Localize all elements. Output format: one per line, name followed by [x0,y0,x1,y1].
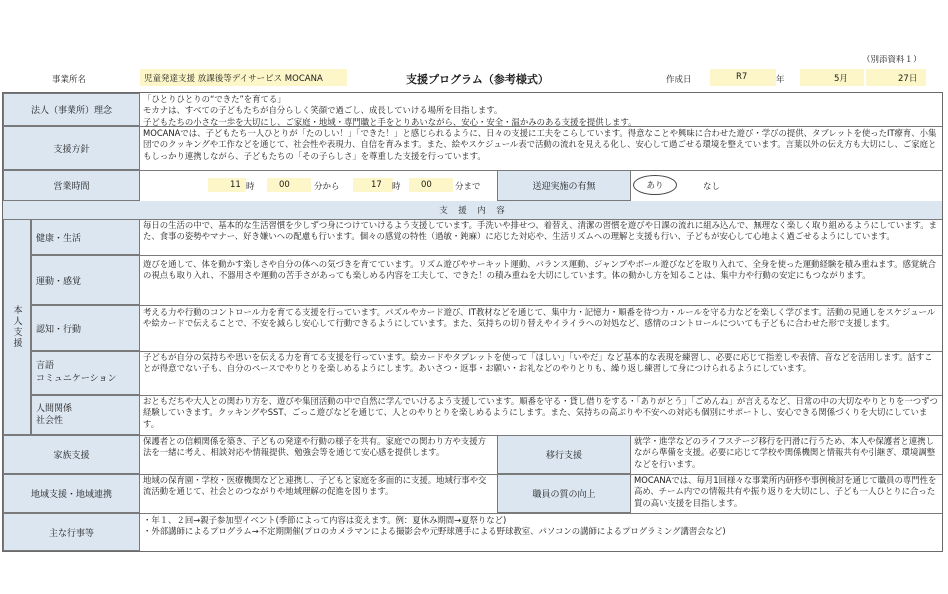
from-text: 分から [314,182,340,192]
personal-support-label: 本人支援 [3,219,31,435]
motor-sensory-label: 運動・感覚 [31,255,140,305]
health-life-label: 健康・生活 [31,219,140,255]
philosophy-label: 法人（事業所）理念 [3,93,140,126]
community-support-label: 地域支援・地域連携 [3,474,140,513]
transition-support-text: 就学・進学などのライフステージ移行を円滑に行うため、本人や保護者と連携しながら準備を支援。必要に応じて学校や関係機関と情報共有や引継ぎ、環境調整などを行います。 [634,436,936,469]
cognition-behavior-text: 考える力や行動のコントロール力を育てる支援を行っています。パズルやカード遊び、IT教材などを通じて、集中力・記憶力・順番を待つ力・ルールを守る力などを楽しく学びます。活動の見通しをスケジュールや絵カードで伝えることで、不安を減らし安心して行動できるようにしています。また、気持ちの切り替えやイライラへの対処など、感情のコントロールについても子どもに合わせた形で支援します。 [143,307,936,329]
office-name: 児童発達支援 放課後等デイサービス MOCANA [140,69,347,86]
date-label: 作成日 [666,75,692,85]
start-hour: 11 [208,178,246,192]
family-support-text: 保護者との信頼関係を築き、子どもの発達や行動の様子を共有。家庭での関わり方や支援方法を一緒に考え、相談対応や情報提供、勉強会等を通じて安心感を提供します。 [143,436,487,458]
philosophy-text: 「ひとりひとりの“できた”を育てる」 モカナは、すべての子どもたちが自分らしく笑顔で過ごし、成長していける場所を目指します。 子どもたちの小さな一歩を大切にし、ご家庭・地域・専門職と手をとりあいながら、安心・安全・温かみのある支援を提供します。 [143,94,637,126]
policy-label: 支援方針 [3,126,140,170]
end-hour: 17 [353,178,393,192]
social-relations-label: 人間関係 社会性 [31,395,140,435]
date-month: 5月 [800,69,864,86]
date-day: 27日 [866,69,926,86]
policy-text: MOCANAでは、子どもたち一人ひとりが「たのしい！」「できた！」と感じられるように、日々の支援に工夫をこらしています。得意なことや興味に合わせた遊び・学びの提供、タブレットを使ったIT療育、小集団でのクッキングや工作などを通じて、社会性や表現力、自信を育みます。また、絵やスケジュール表で活動の流れを見える化し、安心して過ごせる環境を整えています。言葉以外の伝え方も大切にし、ご家庭ともしっかり連携しながら、子どもたちの「その子らしさ」を尊重した支援を行っています。 [143,128,937,161]
transport-option-no[interactable]: なし [703,182,721,192]
events-label: 主な行事等 [3,513,140,551]
start-minute: 00 [267,178,311,192]
support-program-form [2,92,943,552]
until-text: 分まで [455,182,481,192]
end-minute: 00 [409,178,453,192]
staff-quality-label: 職員の質の向上 [497,474,631,513]
transport-option-yes[interactable]: あり [633,175,677,195]
family-support-label: 家族支援 [3,435,140,474]
social-relations-text: おともだちや大人との関わり方を、遊びや集団活動の中で自然に学んでいけるよう支援しています。順番を守る・貸し借りをする・「ありがとう」「ごめんね」が言えるなど、日常の中の大切なやりとりを一つずつ経験していきます。クッキングやSST、ごっこ遊びなどを通じて、人とのやりとりを楽しめるようにします。また、気持ちの高ぶりや不安への対応も個別にサポートし、安心できる関係づくりを大切にしています。 [143,396,938,429]
support-content-header: 支 援 内 容 [3,201,942,219]
start-hour-unit: 時 [246,182,255,192]
transition-support-label: 移行支援 [497,435,631,474]
communication-label: 言語 コミュニケーション [31,351,140,395]
office-label: 事業所名 [52,75,87,85]
events-text: ・年１、２回→親子参加型イベント(季節によって内容は変えます。例：夏休み期間→夏祭りなど) ・外部講師によるプログラム→不定期開催(プロのカメラマンによる撮影会や元野球選手による野球教室、パソコンの講師によるプログラミング講習会など) [143,515,726,537]
date-era: R7 [710,69,776,86]
annex-note: （別添資料１） [862,55,922,65]
cognition-behavior-label: 認知・行動 [31,305,140,351]
transport-label: 送迎実施の有無 [497,170,631,201]
date-year-unit: 年 [776,75,785,85]
hours-label: 営業時間 [3,170,140,201]
end-hour-unit: 時 [392,182,401,192]
motor-sensory-text: 遊びを通して、体を動かす楽しさや自分の体への気づきを育てています。リズム遊びやサーキット運動、バランス運動、ジャンプやボール遊びなどを取り入れて、全身を使った運動経験を積み重ねます。感覚統合の視点も取り入れ、不器用さや運動の苦手さがあっても楽しめる内容を工夫して、できた！の積み重ねを大切にしています。体の動かし方を知ることは、集中力や行動の安定にもつながります。 [143,259,937,281]
health-life-text: 毎日の生活の中で、基本的な生活習慣を少しずつ身につけていけるよう支援しています。手洗いや排せつ、着替え、清潔の習慣を遊びや日課の流れに組み込んで、無理なく楽しく取り組めるようにしています。また、食事の姿勢やマナー、好き嫌いへの配慮も行います。個々の感覚の特性（過敏・鈍麻）に応じた対応や、生活リズムへの理解と支援も行い、子どもが安心して心地よく過ごせるようにしています。 [143,220,937,242]
community-support-text: 地域の保育園・学校・医療機関などと連携し、子どもと家庭を多面的に支援。地域行事や交流活動を通じて、社会とのつながりや地域理解の促進を図ります。 [143,475,487,497]
page-title: 支援プログラム（参考様式） [406,73,549,86]
staff-quality-text: MOCANAでは、毎月1回様々な事業所内研修や事例検討を通じて職員の専門性を高め、チーム内での情報共有や振り返りを大切にし、子ども一人ひとりに合った質の高い支援を目指します。 [634,475,937,508]
communication-text: 子どもが自分の気持ちや思いを伝える力を育てる支援を行っています。絵カードやタブレットを使って「ほしい」「いやだ」など基本的な表現を練習し、必要に応じて指差しや表情、音などを活用します。話すことが得意でない子も、自分のペースでやりとりを楽しめるようにします。あいさつ・返事・お願い・お礼などのやりとりも、繰り返し練習して身につけられるようにしています。 [143,352,933,374]
